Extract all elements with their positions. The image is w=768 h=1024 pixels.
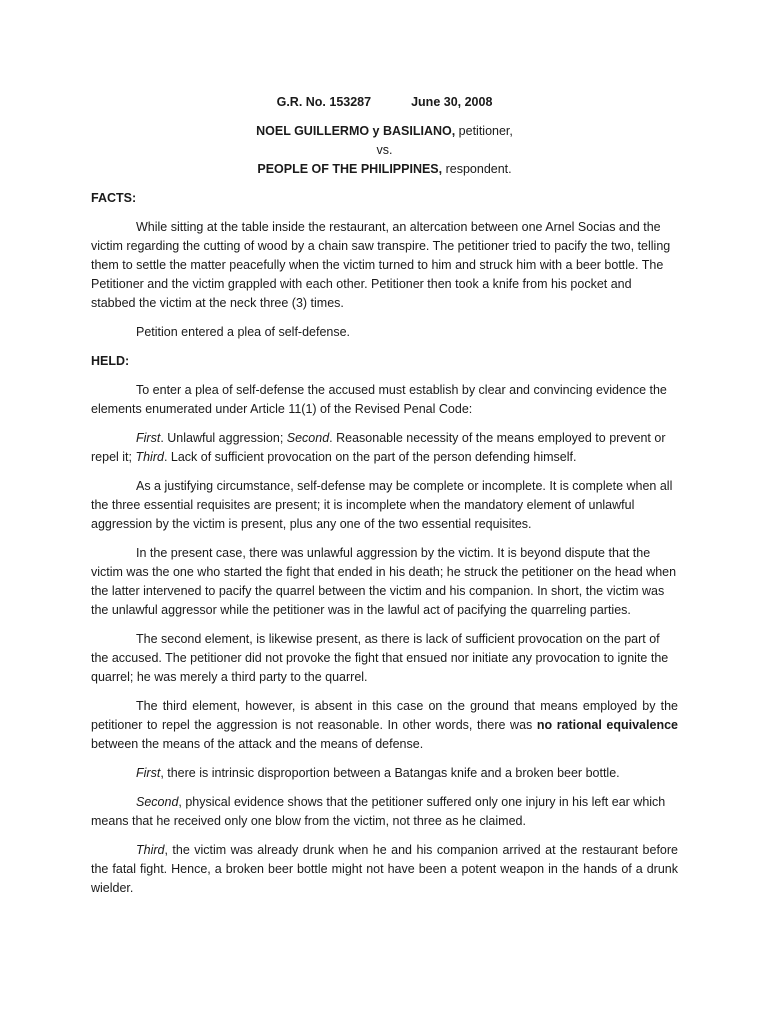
held-paragraph: To enter a plea of self-defense the accused must establish by clear and convincing evidence the elements enumerated under Article 11(1) of the Revised Penal Code: — [91, 383, 667, 416]
third-element-text-before: The third element, however, is absent in this case on the ground that means employed by the petitioner to repel the aggression is not reasonable. In other words, there was — [91, 699, 678, 732]
petitioner-name: NOEL GUILLERMO y BASILIANO, — [256, 124, 456, 138]
facts-paragraph: While sitting at the table inside the restaurant, an altercation between one Arnel Socias and the victim regarding the cutting of wood by a chain saw transpire. The petitioner tried to pacify the two, telling them to settle the matter peacefully when the victim turned to him and struck him with a beer bottle. The Petitioner and the victim grappled with each other. Petitioner then took a knife from his pocket and stabbed the victim at the neck three (3) times. — [91, 220, 671, 310]
reason-third-label: Third — [136, 843, 165, 857]
held-paragraph: In the present case, there was unlawful aggression by the victim. It is beyond dispute that the victim was the one who started the fight that ended in his death; he struck the petitioner on the head when the latter intervened to pacify the quarrel between the victim and his companion. In short, the victim was the unlawful aggressor while the petitioner was in the lawful act of pacifying the quarreling parties. — [91, 546, 677, 617]
third-element-paragraph — [91, 697, 678, 754]
element-first-label: First — [136, 431, 161, 445]
reason-first-paragraph — [91, 764, 678, 783]
element-third-text: . Lack of sufficient provocation on the part of the person defending himself. — [163, 450, 577, 464]
reason-second-paragraph — [91, 793, 678, 831]
elements-paragraph — [91, 429, 678, 467]
respondent-line — [91, 160, 678, 179]
document-body — [91, 93, 678, 908]
reason-second-text: , physical evidence shows that the petitioner suffered only one injury in his left ear which means that he received only one blow from the victim, not three as he claimed. — [91, 795, 666, 828]
element-second-text: . Reasonable necessity of the means employed to prevent or repel it; — [91, 431, 666, 464]
case-parties — [91, 122, 678, 179]
respondent-name: PEOPLE OF THE PHILIPPINES, — [257, 162, 443, 176]
reason-third-paragraph — [91, 841, 678, 898]
held-paragraph: The second element, is likewise present, as there is lack of sufficient provocation on the part of the accused. The petitioner did not provoke the fight that ensued nor initiate any provocation to ignite the quarrel; he was merely a third party to the quarrel. — [91, 632, 669, 684]
element-second-label: Second — [286, 431, 330, 445]
reason-first-label: First — [136, 766, 161, 780]
element-third-label: Third — [135, 450, 164, 464]
third-element-emphasis: no rational equivalence — [536, 718, 678, 732]
decision-date: June 30, 2008 — [411, 95, 493, 109]
case-caption — [91, 93, 678, 112]
respondent-role: respondent. — [442, 162, 512, 176]
facts-heading: FACTS: — [91, 191, 137, 205]
petitioner-role: petitioner, — [455, 124, 513, 138]
held-paragraph: As a justifying circumstance, self-defense may be complete or incomplete. It is complete when all the three essential requisites are present; it is incomplete when the mandatory element of unlawful aggression by the victim is present, plus any one of the two essential requisites. — [91, 479, 673, 531]
third-element-text-after: between the means of the attack and the means of defense. — [91, 737, 424, 751]
reason-second-label: Second — [136, 795, 179, 809]
petitioner-line — [91, 122, 678, 141]
facts-paragraph: Petition entered a plea of self-defense. — [136, 325, 351, 339]
element-first-text: . Unlawful aggression; — [160, 431, 287, 445]
held-heading: HELD: — [91, 354, 130, 368]
versus-line: vs. — [376, 143, 393, 157]
reason-first-text: , there is intrinsic disproportion between a Batangas knife and a broken beer bottle. — [160, 766, 620, 780]
gr-number: G.R. No. 153287 — [276, 95, 372, 109]
reason-third-text: , the victim was already drunk when he and his companion arrived at the restaurant before the fatal fight. Hence, a broken beer bottle might not have been a potent weapon in the hands of a drunk wielder. — [91, 843, 678, 895]
